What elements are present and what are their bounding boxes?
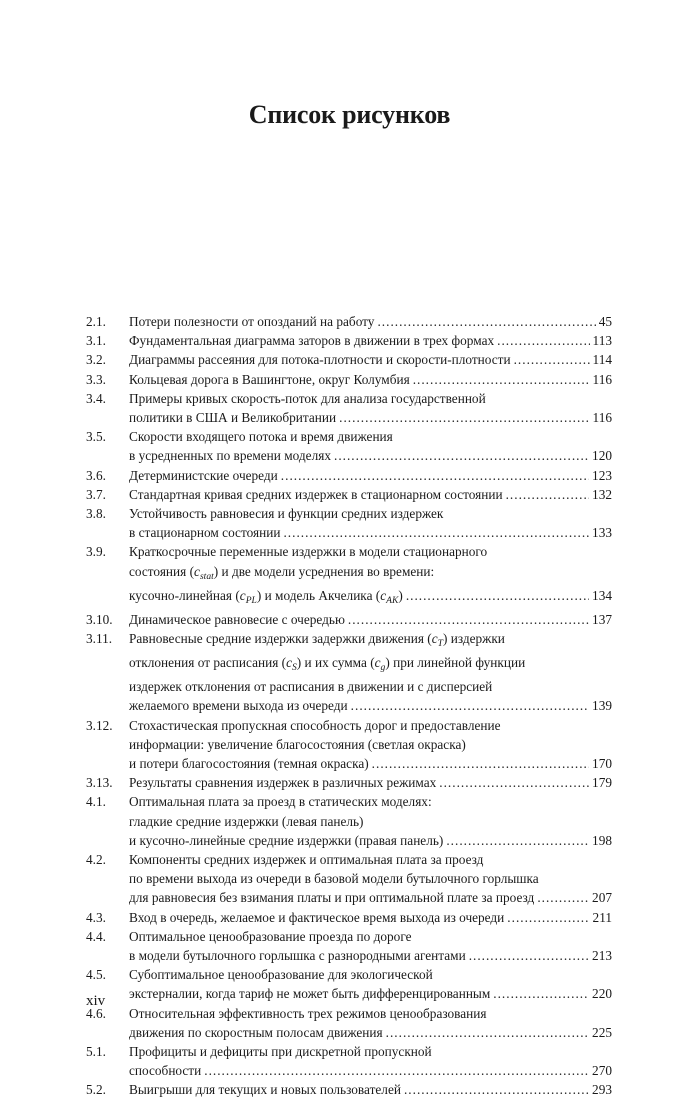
page-reference: 225 [592, 1024, 612, 1040]
figure-caption-line: Динамическое равновесие с очередью [129, 611, 345, 627]
figure-caption-line: Оптимальное ценообразование проезда по дороге [129, 928, 412, 944]
figure-caption-line: экстерналии, когда тариф не может быть дифференцированным [129, 986, 491, 1002]
figure-number: 4.1. [86, 794, 106, 810]
dot-leader [386, 1023, 589, 1042]
dot-leader [204, 1061, 589, 1080]
dot-leader [281, 466, 589, 485]
dot-leader [413, 370, 590, 389]
page-reference: 113 [592, 333, 612, 349]
figure-caption-line: по времени выхода из очереди в базовой модели бутылочного горлышка [129, 871, 539, 887]
dot-leader [377, 312, 595, 331]
figure-number: 3.12. [86, 717, 113, 733]
page-reference: 123 [592, 467, 612, 483]
figure-caption-line: политики в США и Великобритании [129, 410, 337, 426]
figure-entry [86, 331, 612, 350]
figure-caption-line: желаемого времени выхода из очереди [129, 698, 348, 714]
figure-number: 3.3. [86, 371, 106, 387]
figure-entry [86, 965, 612, 1003]
page-reference: 114 [592, 352, 612, 368]
dot-leader [514, 350, 590, 369]
figure-number: 3.5. [86, 429, 106, 445]
page-reference: 198 [592, 832, 612, 848]
figure-entry [86, 389, 612, 427]
figure-caption-line: Выигрыши для текущих и новых пользователей [129, 1082, 401, 1098]
figure-entry [86, 792, 612, 850]
figure-entry [86, 850, 612, 908]
page-reference: 120 [592, 448, 612, 464]
figure-caption-line: издержек отклонения от расписания в движении и с дисперсией [129, 679, 493, 695]
figure-number: 3.13. [86, 775, 113, 791]
dot-leader [439, 773, 589, 792]
page-reference: 133 [592, 525, 612, 541]
figure-entry [86, 466, 612, 485]
dot-leader [506, 485, 589, 504]
figure-entry [86, 1080, 612, 1099]
figure-number: 4.6. [86, 1005, 106, 1021]
figure-number: 2.1. [86, 314, 106, 329]
figure-caption-line: Профициты и дефициты при дискретной пропускной [129, 1043, 432, 1059]
figure-entry [86, 773, 612, 792]
dot-leader [497, 331, 589, 350]
figure-number: 4.3. [86, 909, 106, 925]
figure-entry [86, 1004, 612, 1042]
figure-caption-line: Оптимальная плата за проезд в статических моделях: [129, 794, 432, 810]
figure-number: 3.11. [86, 630, 113, 646]
figure-entry [86, 370, 612, 389]
figure-entry [86, 504, 612, 542]
page-title: Список рисунков [248, 100, 451, 129]
figure-entry [86, 350, 612, 369]
figure-caption-line: информации: увеличение благосостояния (светлая окраска) [129, 736, 466, 752]
dot-leader [351, 696, 589, 715]
dot-leader [404, 1080, 589, 1099]
figure-entry [86, 485, 612, 504]
page-reference: 132 [592, 486, 612, 502]
figure-number: 5.1. [86, 1043, 106, 1059]
figure-caption-line: и кусочно-линейные средние издержки (правая панель) [129, 832, 444, 848]
figure-number: 3.8. [86, 506, 106, 522]
figure-caption-line: Вход в очередь, желаемое и фактическое время выхода из очереди [129, 909, 505, 925]
figure-entry [86, 629, 612, 716]
figure-caption-line: Детерминистские очереди [129, 467, 278, 483]
figure-caption-line: Диаграммы рассеяния для потока-плотности и скорости-плотности [129, 352, 511, 368]
figure-caption-line: Кольцевая дорога в Вашингтоне, округ Колумбия [129, 371, 410, 387]
dot-leader [446, 831, 589, 850]
dot-leader [537, 888, 589, 907]
figure-caption-line: Устойчивость равновесия и функции средних издержек [129, 506, 444, 522]
page-reference: 220 [592, 986, 612, 1002]
figure-entry [86, 610, 612, 629]
page-reference: 270 [592, 1063, 612, 1079]
figure-number: 4.4. [86, 928, 106, 944]
figure-number: 5.2. [86, 1082, 106, 1098]
dot-leader [339, 408, 589, 427]
figure-caption-line: Равновесные средние издержки задержки движения $(c_T)$ издержки [129, 630, 505, 649]
figure-caption-line: Относительная эффективность трех режимов ценообразования [129, 1005, 487, 1021]
figure-number: 4.5. [86, 967, 106, 983]
figure-caption-line: гладкие средние издержки (левая панель) [129, 813, 364, 829]
figure-caption-line: состояния $(c_{stat})$ и две модели усреднения во времени: [129, 563, 435, 582]
figure-caption-line: движения по скоростным полосам движения [129, 1024, 383, 1040]
page-number: xiv [86, 993, 106, 1009]
figure-number: 3.10. [86, 611, 113, 627]
figure-entry [86, 908, 612, 927]
figure-entry [86, 716, 612, 774]
figure-caption-line: отклонения от расписания $(c_S)$ и их сумма $(c_g)$ при линейной функции [129, 655, 526, 673]
figure-caption-line: Потери полезности от опозданий на работу [129, 314, 375, 329]
figure-caption-line: Краткосрочные переменные издержки в модели стационарного [129, 544, 488, 560]
figure-caption-line: в модели бутылочного горлышка с разнородными агентами [129, 947, 466, 963]
page-reference: 139 [592, 698, 612, 714]
dot-leader [406, 586, 589, 605]
figure-caption-line: кусочно-линейная $(c_{PL})$ и модель Акчелика $(c_{AK})$ [129, 587, 403, 606]
figure-caption-line: Субоптимальное ценообразование для экологической [129, 967, 433, 983]
dot-leader [372, 754, 589, 773]
page-reference: 45 [598, 314, 612, 329]
figure-caption-line: и потери благосостояния (темная окраска) [129, 755, 369, 771]
figure-entry [86, 427, 612, 465]
page-reference: 170 [592, 755, 612, 771]
figure-caption-line: Фундаментальная диаграмма заторов в движении в трех формах [129, 333, 495, 349]
dot-leader [469, 946, 589, 965]
dot-leader [283, 523, 589, 542]
figure-number: 3.1. [86, 333, 106, 349]
page-reference: 116 [592, 371, 612, 387]
page-reference: 211 [592, 909, 612, 925]
dot-leader [348, 610, 589, 629]
figure-number: 4.2. [86, 851, 106, 867]
figure-caption-line: Компоненты средних издержек и оптимальная плата за проезд [129, 851, 484, 867]
figure-number: 3.7. [86, 486, 106, 502]
figure-list [86, 312, 612, 1100]
page-reference: 134 [592, 587, 612, 603]
figure-caption-line: Стохастическая пропускная способность дорог и предоставление [129, 717, 501, 733]
figure-caption-line: Скорости входящего потока и время движения [129, 429, 393, 445]
figure-number: 3.2. [86, 352, 106, 368]
figure-number: 3.6. [86, 467, 106, 483]
figure-number: 3.9. [86, 544, 106, 560]
page-reference: 207 [592, 890, 612, 906]
figure-caption-line: в стационарном состоянии [129, 525, 281, 541]
dot-leader [507, 908, 589, 927]
figure-caption-line: Стандартная кривая средних издержек в стационарном состоянии [129, 486, 503, 502]
figure-caption-line: Результаты сравнения издержек в различных режимах [129, 775, 437, 791]
figure-entry [86, 312, 612, 331]
page-reference: 179 [592, 775, 612, 791]
figure-entry [86, 927, 612, 965]
page-reference: 137 [592, 611, 612, 627]
figure-caption-line: способности [129, 1063, 202, 1079]
dot-leader [334, 446, 589, 465]
figure-entry [86, 1042, 612, 1080]
page-reference: 213 [592, 947, 612, 963]
figure-caption-line: Примеры кривых скорость-поток для анализа государственной [129, 390, 486, 406]
dot-leader [493, 984, 589, 1003]
figure-caption-line: в усредненных по времени моделях [129, 448, 331, 464]
page-reference: 293 [592, 1082, 612, 1098]
page-reference: 116 [592, 410, 612, 426]
figure-entry [86, 542, 612, 609]
figure-caption-line: для равновесия без взимания платы и при оптимальной плате за проезд [129, 890, 535, 906]
figure-number: 3.4. [86, 390, 106, 406]
